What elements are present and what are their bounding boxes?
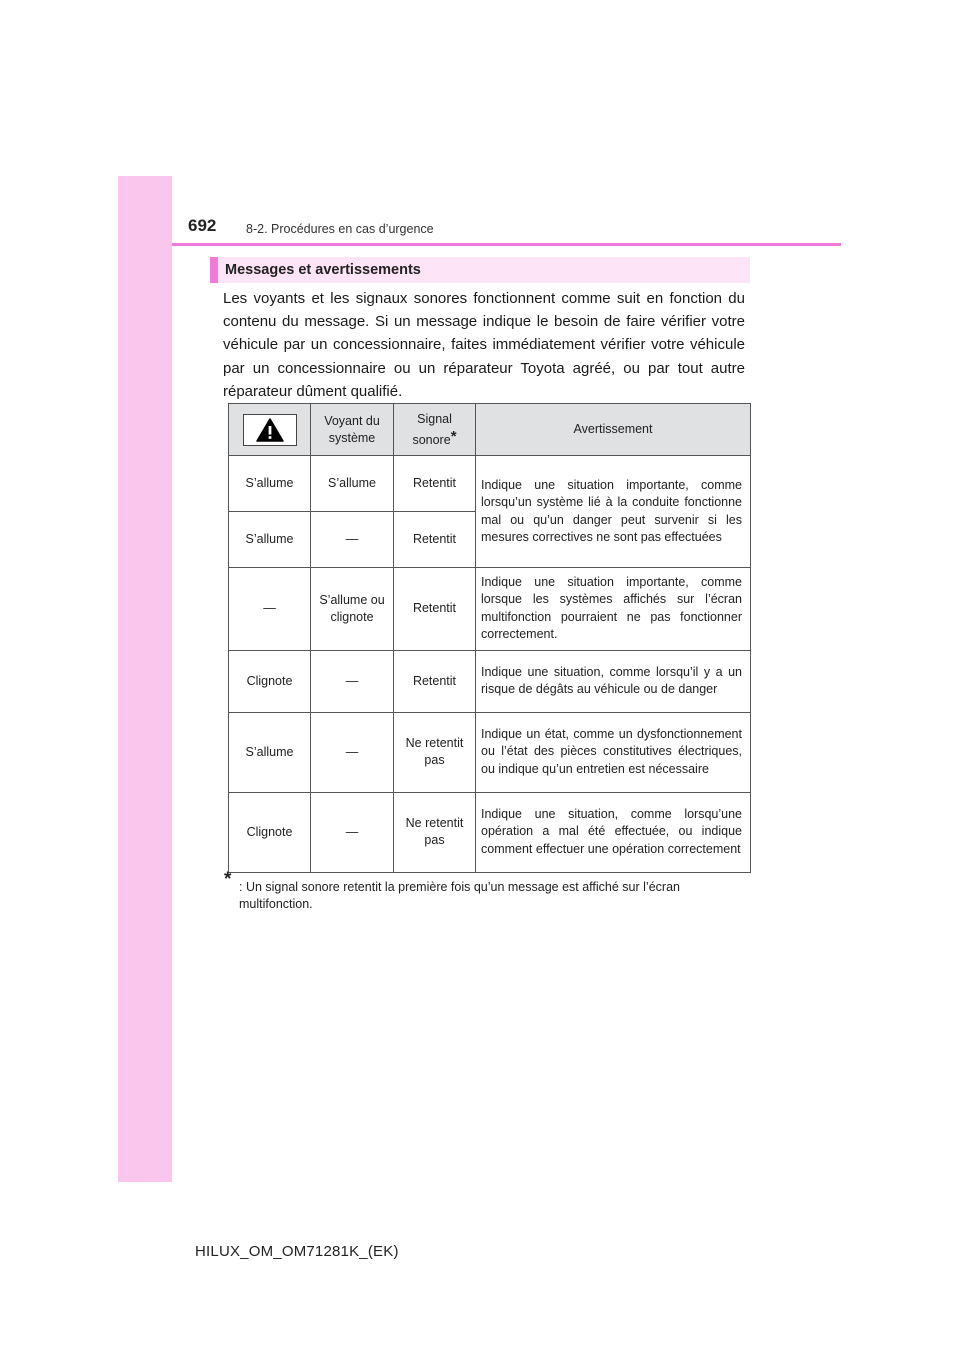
row-3-buzzer: Retentit [394, 568, 476, 651]
row-4-buzzer: Retentit [394, 650, 476, 712]
row-6-indicator: Clignote [229, 792, 311, 872]
row-3-indicator: — [229, 568, 311, 651]
row-2-buzzer: Retentit [394, 512, 476, 568]
row-3-description: Indique une situation importante, comme lorsque les systèmes affichés sur l’écran multifonction pourraient ne pas fonctionner correctement. [476, 568, 751, 651]
row-5-indicator: S’allume [229, 712, 311, 792]
warning-triangle-icon [243, 414, 297, 446]
section-heading-label: Messages et avertissements [225, 262, 421, 278]
header-system-light: Voyant du système [311, 404, 394, 456]
row-4-description: Indique une situation, comme lorsqu’il y a un risque de dégâts au véhicule ou de danger [476, 650, 751, 712]
row-6-buzzer: Ne retentit pas [394, 792, 476, 872]
row-4-indicator: Clignote [229, 650, 311, 712]
page-number: 692 [188, 216, 217, 235]
header-warning: Avertissement [476, 404, 751, 456]
footnote-mark: * [224, 869, 232, 890]
header-rule [172, 243, 841, 246]
row-6-system-light: — [311, 792, 394, 872]
header-icon-cell [229, 404, 311, 456]
row-1-system-light: S’allume [311, 456, 394, 512]
row-2-system-light: — [311, 512, 394, 568]
row-3-system-light: S’allume ou clignote [311, 568, 394, 651]
row-5-description: Indique un état, comme un dysfonctionnement ou l’état des pièces constitutives électriques, ou indique qu’un entretien est nécessaire [476, 712, 751, 792]
row-2-indicator: S’allume [229, 512, 311, 568]
row-6-description: Indique une situation, comme lorsqu’une opération a mal été effectuée, ou indique comment effectuer une opération correctement [476, 792, 751, 872]
table-header-row [229, 404, 751, 456]
section-heading [210, 257, 750, 283]
table-row [229, 792, 751, 872]
side-band [118, 176, 172, 1182]
chapter-title: 8-2. Procédures en cas d’urgence [246, 222, 434, 236]
row-5-buzzer: Ne retentit pas [394, 712, 476, 792]
row-1-indicator: S’allume [229, 456, 311, 512]
row-1-2-description: Indique une situation importante, comme lorsqu’un système lié à la conduite fonctionne mal ou qu’un danger peut survenir si les mesures correctives ne sont pas effectuées [476, 456, 751, 568]
table-row [229, 456, 751, 512]
footer-document-code: HILUX_OM_OM71281K_(EK) [195, 1243, 399, 1260]
table-row [229, 712, 751, 792]
intro-paragraph: Les voyants et les signaux sonores fonctionnent comme suit en fonction du contenu du message. Si un message indique le besoin de faire vérifier votre véhicule par un concessionnaire, faites immédiatement vérifier votre véhicule par un concessionnaire ou un réparateur Toyota agréé, ou par tout autre réparateur dûment qualifié. [223, 290, 745, 400]
section-heading-bar [210, 257, 218, 283]
table-row [229, 568, 751, 651]
header-buzzer [394, 404, 476, 456]
footnote-text: : Un signal sonore retentit la première fois qu’un message est affiché sur l’écran multifonction. [239, 880, 680, 911]
row-5-system-light: — [311, 712, 394, 792]
warning-table [228, 403, 751, 873]
table-row [229, 650, 751, 712]
header-buzzer-mark: * [450, 427, 457, 445]
row-4-system-light: — [311, 650, 394, 712]
header-buzzer-label: Signal sonore [412, 411, 452, 447]
row-1-buzzer: Retentit [394, 456, 476, 512]
